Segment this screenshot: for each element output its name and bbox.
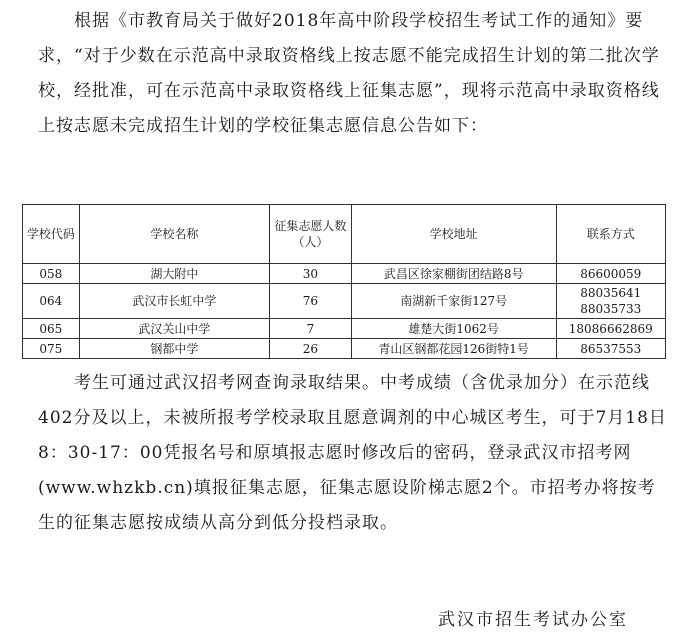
cell-code: 058	[23, 264, 80, 284]
cell-code: 065	[23, 319, 80, 339]
intro-paragraph: 根据《市教育局关于做好2018年高中阶段学校招生考试工作的通知》要求，“对于少数在示范高中录取资格线上按志愿不能完成招生计划的第二批次学校，经批准，可在示范高中录取资格线上征集志愿”，现将示范高中录取资格线上按志愿未完成招生计划的学校征集志愿信息公告如下：	[38, 11, 660, 136]
cell-code: 064	[23, 284, 80, 319]
header-contact: 联系方式	[556, 205, 665, 264]
school-table	[22, 204, 666, 359]
cell-phone: 86600059	[556, 264, 665, 284]
header-address: 学校地址	[351, 205, 556, 264]
cell-name: 湖大附中	[79, 264, 269, 284]
header-count: 征集志愿人数（人）	[270, 205, 352, 264]
header-name: 学校名称	[79, 205, 269, 264]
cell-name: 武汉市长虹中学	[79, 284, 269, 319]
cell-address: 青山区钢都花园126街特1号	[351, 339, 556, 359]
cell-count: 7	[270, 319, 352, 339]
cell-count: 30	[270, 264, 352, 284]
signature: 武汉市招生考试办公室	[438, 610, 628, 630]
cell-phone	[556, 284, 665, 319]
cell-address: 武昌区徐家棚街团结路8号	[351, 264, 556, 284]
header-code: 学校代码	[23, 205, 80, 264]
cell-phone-2: 88035733	[580, 302, 642, 316]
table-row	[23, 284, 666, 319]
cell-phone: 86537553	[556, 339, 665, 359]
cell-phone: 18086662869	[556, 319, 665, 339]
table-header-row	[23, 205, 666, 264]
cell-address: 南湖新千家街127号	[351, 284, 556, 319]
cell-code: 075	[23, 339, 80, 359]
table-row	[23, 339, 666, 359]
cell-count: 76	[270, 284, 352, 319]
table-row	[23, 319, 666, 339]
cell-count: 26	[270, 339, 352, 359]
cell-name: 武汉关山中学	[79, 319, 269, 339]
cell-address: 雄楚大街1062号	[351, 319, 556, 339]
table-row	[23, 264, 666, 284]
cell-phone-1: 88035641	[580, 286, 642, 300]
instructions-paragraph: 考生可通过武汉招考网查询录取结果。中考成绩（含优录加分）在示范线402分及以上，未被所报考学校录取且愿意调剂的中心城区考生，可于7月18日8：30-17：00凭报名号和原填报志愿时修改后的密码，登录武汉市招考网(www.whzkb.cn)填报征集志愿，征集志愿设阶梯志愿2个。市招考办将按考生的征集志愿按成绩从高分到低分投档录取。	[38, 373, 667, 533]
cell-name: 钢都中学	[79, 339, 269, 359]
